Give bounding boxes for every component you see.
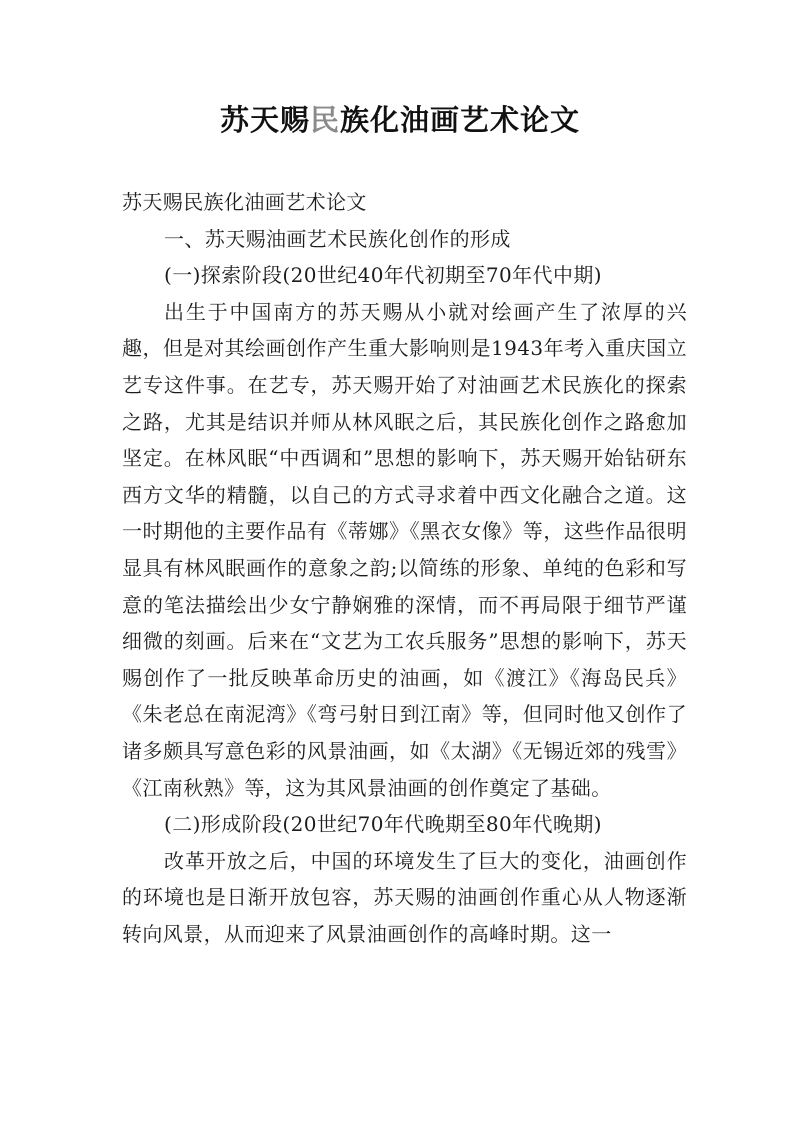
body-paragraph: 出生于中国南方的苏天赐从小就对绘画产生了浓厚的兴趣，但是对其绘画创作产生重大影响则是1943年考入重庆国立艺专这件事。在艺专，苏天赐开始了对油画艺术民族化的探索之路，尤其是结识并师从林风眠之后，其民族化创作之路愈加坚定。在林风眠“中西调和”思想的影响下，苏天赐开始钻研东西方文华的精髓，以自己的方式寻求着中西文化融合之道。这一时期他的主要作品有《蒂娜》《黑衣女像》等，这些作品很明显具有林风眠画作的意象之韵;以简练的形象、单纯的色彩和写意的笔法描绘出少女宁静娴雅的深情，而不再局限于细节严谨细微的刻画。后来在“文艺为工农兵服务”思想的影响下，苏天赐创作了一批反映革命历史的油画，如《渡江》《海岛民兵》《朱老总在南泥湾》《弯弓射日到江南》等，但同时他又创作了诸多颇具写意色彩的风景油画，如《太湖》《无锡近郊的残雪》《江南秋熟》等，这为其风景油画的创作奠定了基础。 [122,299,687,800]
title-text-part1: 苏天赐 [219,103,310,137]
document-title [0,98,800,139]
title-text-faded: 民 [309,103,340,137]
section-heading: 一、苏天赐油画艺术民族化创作的形成 [164,226,511,251]
subsection-heading: (一)探索阶段(20世纪40年代初期至70年代中期) [164,263,602,288]
title-text-part2: 族化油画艺术论文 [340,103,581,137]
subsection-heading: (二)形成阶段(20世纪70年代晚期至80年代晚期) [164,812,602,837]
body-paragraph: 改革开放之后，中国的环境发生了巨大的变化，油画创作的环境也是日渐开放包容，苏天赐的油画创作重心从人物逐渐转向风景，从而迎来了风景油画创作的高峰时期。这一 [122,848,687,946]
document-body [122,184,687,952]
paragraph-heading: 苏天赐民族化油画艺术论文 [122,190,367,214]
